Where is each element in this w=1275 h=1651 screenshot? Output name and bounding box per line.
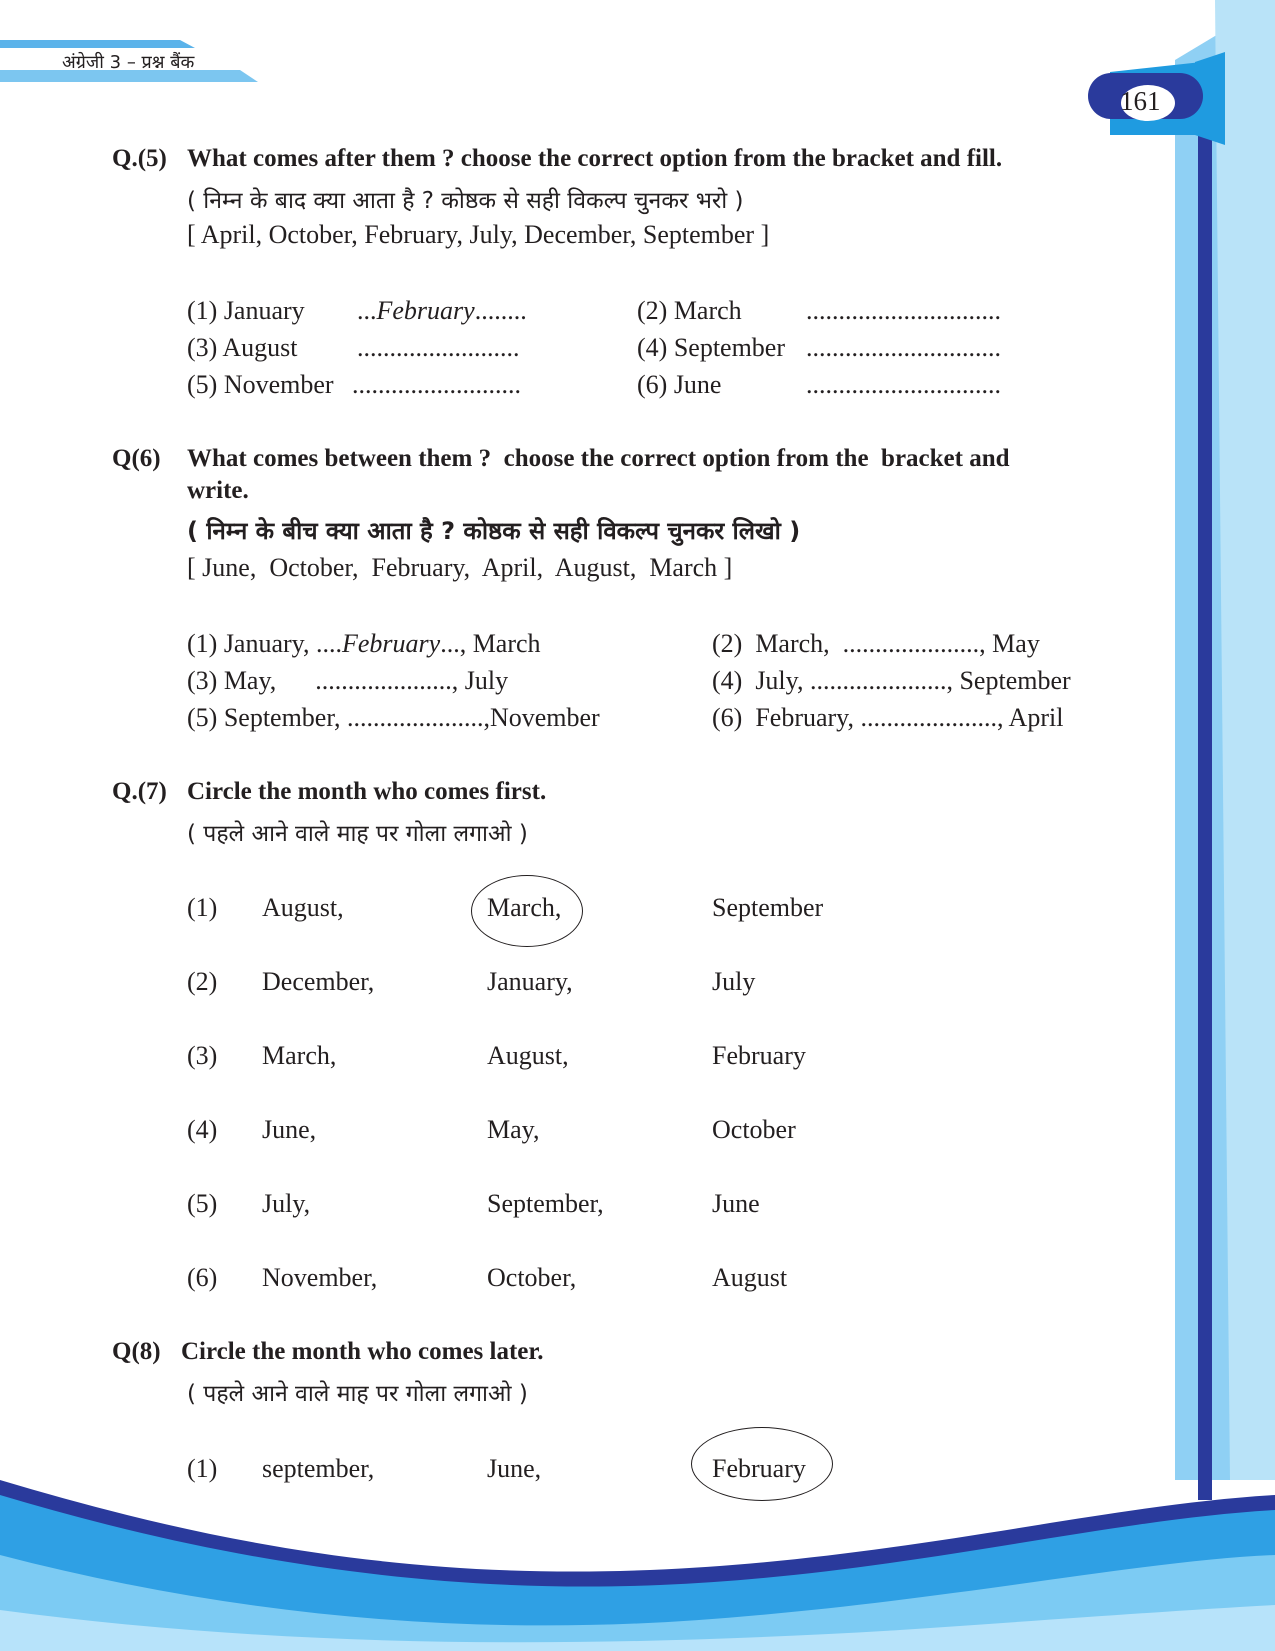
q6-label: Q(6)	[112, 445, 161, 472]
q5-item-3-question: (3) August	[187, 333, 298, 362]
q5-item-4-question: (4) September	[637, 333, 786, 362]
q6-item-5: (5) September, .....................,November	[187, 703, 600, 732]
q7-row-4-c: October	[712, 1115, 796, 1144]
q7-row-3-b: August,	[487, 1041, 569, 1070]
q5-item-5-question: (5) November	[187, 370, 334, 399]
q7-row-5-a: July,	[262, 1189, 311, 1218]
q8-hindi: ( पहले आने वाले माह पर गोला लगाओ )	[187, 1381, 528, 1407]
q8-row-1-a: september,	[262, 1454, 375, 1483]
q6-item-1: (1) January, ....February..., March	[187, 629, 541, 658]
q8-row-1-b: June,	[487, 1454, 542, 1483]
q5-title: What comes after them ? choose the correct option from the bracket and fill.	[187, 145, 1003, 172]
q7-row-6-a: November,	[262, 1263, 378, 1292]
q5-options: [ April, October, February, July, December, September ]	[187, 220, 770, 249]
q5-item-2-question: (2) March	[637, 296, 742, 325]
q5-hindi: ( निम्न के बाद क्या आता है ? कोष्ठक से सही विकल्प चुनकर भरो )	[187, 188, 744, 214]
q7-label: Q.(7)	[112, 778, 167, 805]
q7-title: Circle the month who comes first.	[187, 778, 547, 805]
q7-row-4-num: (4)	[187, 1115, 218, 1144]
q7-row-6-b: October,	[487, 1263, 577, 1292]
q8-row-1-c: February	[712, 1454, 806, 1483]
q8-row-1-num: (1)	[187, 1454, 218, 1483]
q6-title-line1: What comes between them ? choose the correct option from the bracket and	[187, 445, 1010, 472]
q7-row-2-num: (2)	[187, 967, 218, 996]
q5-item-1-answer: February	[376, 296, 475, 325]
q7-row-1-c: September	[712, 893, 824, 922]
q8-title: Circle the month who comes later.	[181, 1338, 544, 1365]
q5-item-1	[187, 296, 305, 326]
q7-row-1-num: (1)	[187, 893, 218, 922]
q7-row-4-b: May,	[487, 1115, 540, 1144]
q7-row-5-b: September,	[487, 1189, 604, 1218]
q7-row-4-a: June,	[262, 1115, 317, 1144]
q6-item-6: (6) February, ....................., April	[712, 703, 1064, 732]
q7-row-2-c: July	[712, 967, 756, 996]
q7-row-5-num: (5)	[187, 1189, 218, 1218]
q7-row-6-num: (6)	[187, 1263, 218, 1292]
q7-row-5-c: June	[712, 1189, 760, 1218]
q7-row-1-a: August,	[262, 893, 344, 922]
page-number: 161	[1120, 86, 1161, 116]
q6-item-4: (4) July, ....................., September	[712, 666, 1071, 695]
q7-hindi: ( पहले आने वाले माह पर गोला लगाओ )	[187, 821, 528, 847]
q7-row-3-a: March,	[262, 1041, 337, 1070]
q5-item-6-blank: ..............................	[806, 370, 1001, 399]
q5-item-5-blank: ..........................	[352, 370, 521, 399]
q6-hindi: ( निम्न के बीच क्या आता है ? कोष्ठक से सही विकल्प चुनकर लिखो )	[187, 517, 801, 545]
q7-row-3-num: (3)	[187, 1041, 218, 1070]
q5-item-2-blank: ..............................	[806, 296, 1001, 325]
q7-row-3-c: February	[712, 1041, 806, 1070]
q5-item-4-blank: ..............................	[806, 333, 1001, 362]
q7-row-1-b: March,	[487, 893, 562, 922]
q5-item-1-question: (1) January	[187, 296, 305, 325]
q5-item-1-answer-line: ...February........	[357, 296, 527, 325]
book-title: अंग्रेजी 3 – प्रश्न बैंक	[62, 52, 195, 73]
q5-item-6-question: (6) June	[637, 370, 722, 399]
q6-item-1-answer: February	[341, 629, 441, 658]
q7-row-6-c: August	[712, 1263, 788, 1292]
q6-item-2: (2) March, ....................., May	[712, 629, 1040, 658]
q6-title-line2: write.	[187, 477, 249, 504]
q7-row-2-b: January,	[487, 967, 573, 996]
q5-item-3-blank: .........................	[357, 333, 520, 362]
q6-options: [ June, October, February, April, August, March ]	[187, 553, 733, 582]
q5-label: Q.(5)	[112, 145, 167, 172]
q6-item-3: (3) May, ....................., July	[187, 666, 509, 695]
q8-label: Q(8)	[112, 1338, 161, 1365]
q7-row-2-a: December,	[262, 967, 375, 996]
